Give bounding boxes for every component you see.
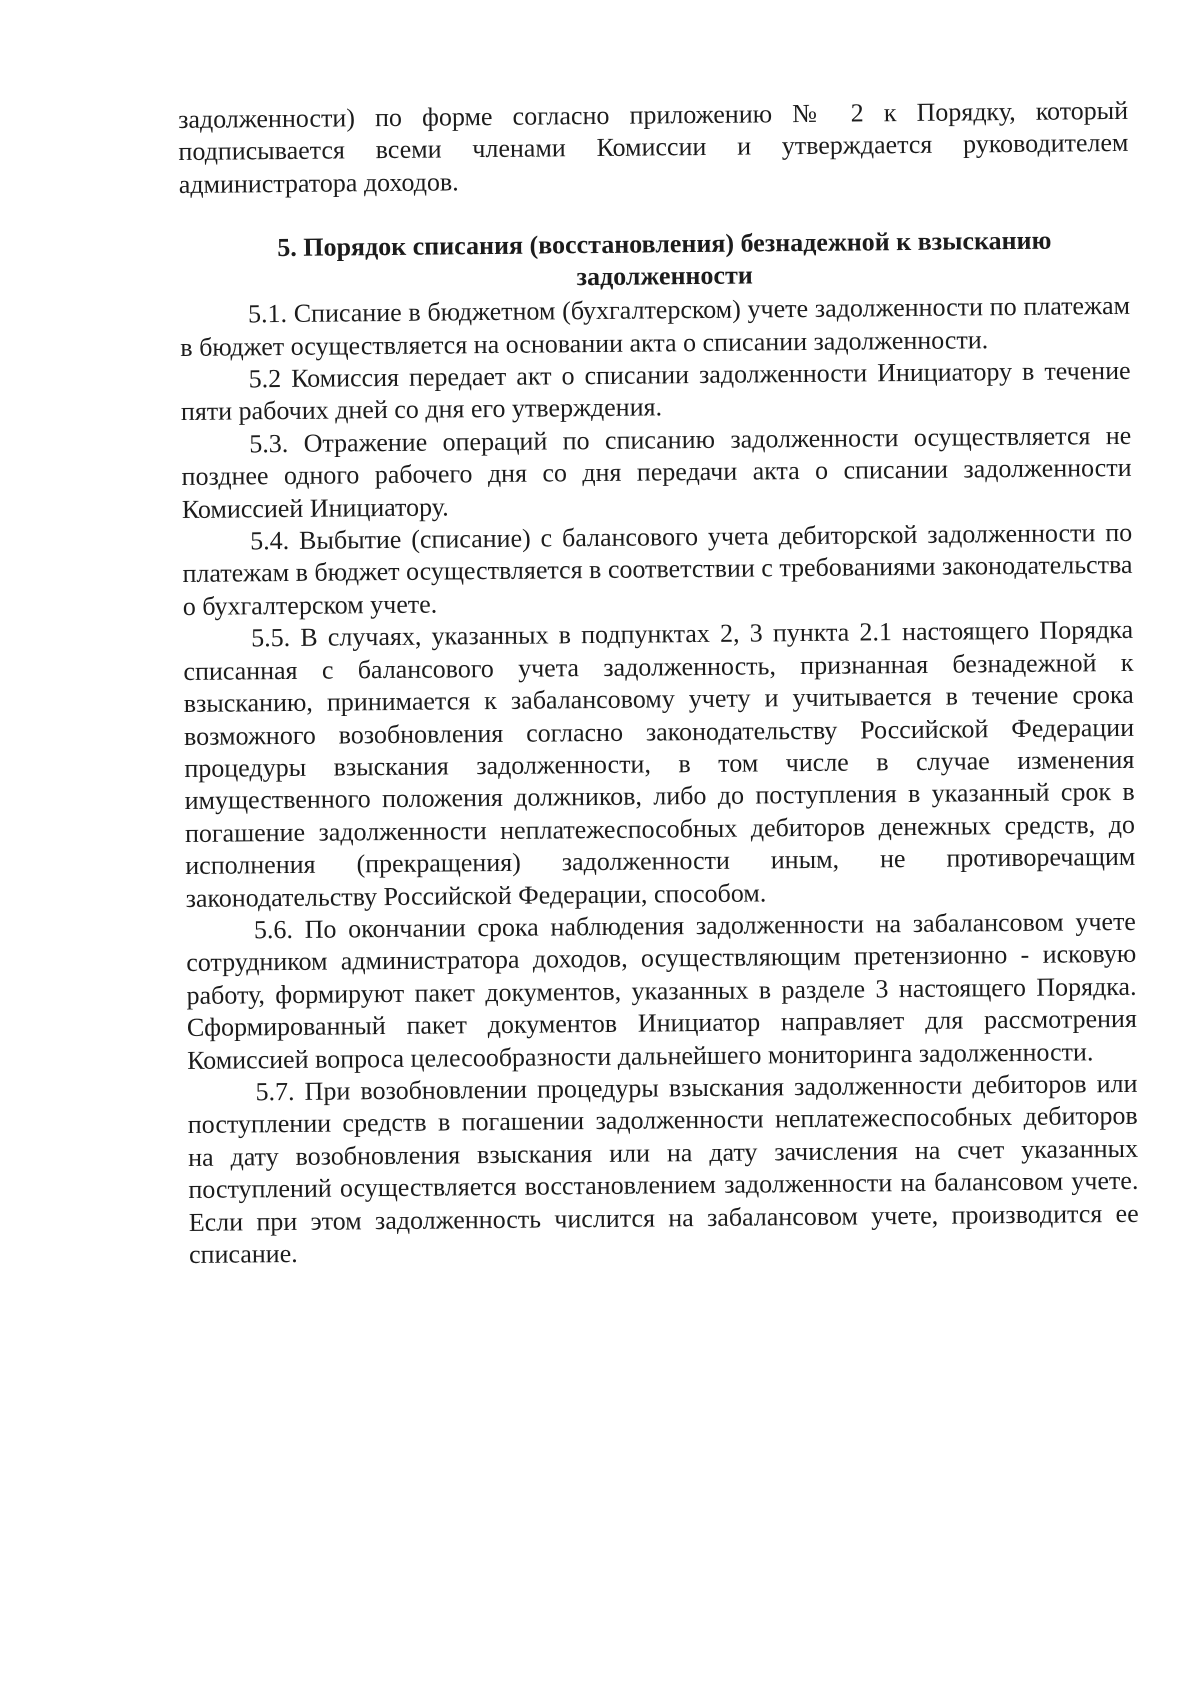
paragraph-5-1: 5.1. Списание в бюджетном (бухгалтерском) учете задолженности по платежам в бюджет осуществляется на основании акта о списании задолженности. (180, 291, 1131, 362)
paragraph-5-2: 5.2 Комиссия передает акт о списании задолженности Инициатору в течение пяти рабочих дней со дня его утверждения. (180, 355, 1131, 427)
section-title-line-2: задолженности (576, 260, 753, 292)
paragraph-5-3: 5.3. Отражение операций по списанию задолженности осуществляется не позднее одного рабочего дня со дня передачи акта о списании задолженности Комиссией Инициатору. (181, 420, 1132, 524)
intro-paragraph: задолженности) по форме согласно приложению № 2 к Порядку, который подписывается всеми членами Комиссии и утверждается руководителем администратора доходов. (178, 95, 1129, 199)
section-title-line-1: 5. Порядок списания (восстановления) безнадежной к взысканию (277, 225, 1052, 263)
document-body (178, 95, 1139, 1271)
section-title (179, 224, 1130, 297)
paragraph-5-6: 5.6. По окончании срока наблюдения задолженности на забалансовом учете сотрудником администратора доходов, осуществляющим претензионно - исковую работу, формируют пакет документов, указанных в разделе 3 настоящего Порядка. Сформированный пакет документов Инициатор направляет для рассмотрения Комиссией вопроса целесообразности дальнейшего мониторинга задолженности. (186, 906, 1137, 1075)
paragraph-5-4: 5.4. Выбытие (списание) с балансового учета дебиторской задолженности по платежам в бюджет осуществляется в соответствии с требованиями законодательства о бухгалтерском учете. (182, 517, 1133, 621)
paragraph-5-5: 5.5. В случаях, указанных в подпунктах 2, 3 пункта 2.1 настоящего Порядка списанная с балансового учета задолженность, признанная безнадежной к взысканию, принимается к забалансовому учету и учитывается в течение срока возможного возобновления согласно законодательству Российской Федерации процедуры взыскания задолженности, в том числе в случае изменения имущественного положения должников, либо до поступления в указанный срок в погашение задолженности неплатежеспособных дебиторов денежных средств, до исполнения (прекращения) задолженности иным, не противоречащим законодательству Российской Федерации, способом. (183, 615, 1136, 913)
paragraph-5-7: 5.7. При возобновлении процедуры взыскания задолженности дебиторов или поступлении средств в погашении задолженности неплатежеспособных дебиторов на дату возобновления взыскания или на дату зачисления на счет указанных поступлений осуществляется восстановлением задолженности на балансовом учете. Если при этом задолженность числится на забалансовом учете, производится ее списание. (187, 1068, 1139, 1269)
